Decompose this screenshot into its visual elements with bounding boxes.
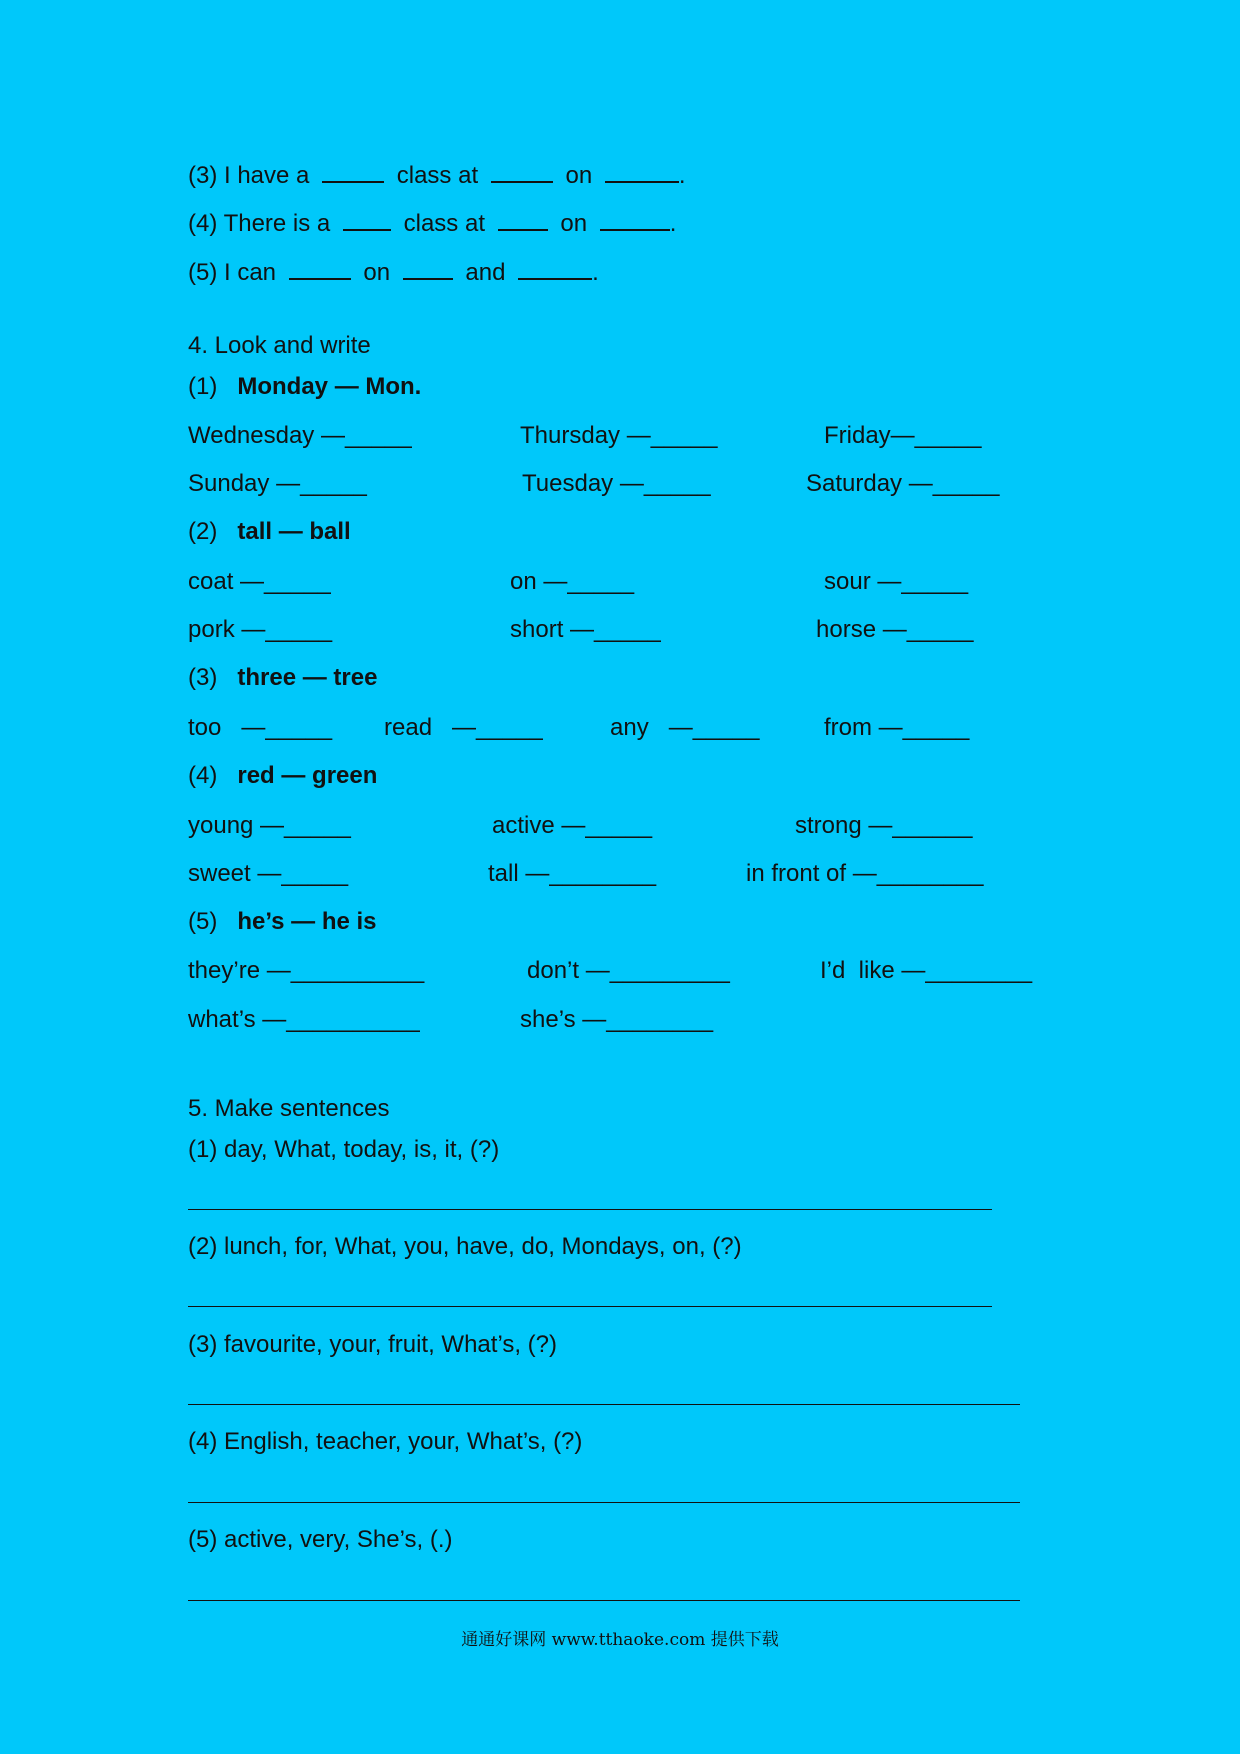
sentence-prompt: (1) day, What, today, is, it, (?) (188, 1136, 500, 1163)
word-item[interactable]: strong —______ (795, 812, 973, 839)
section-4-title: 4. Look and write (188, 332, 371, 359)
answer-line[interactable] (188, 1306, 992, 1307)
word-item[interactable]: horse —_____ (816, 616, 974, 643)
word-item[interactable]: don’t —_________ (527, 957, 730, 984)
answer-line[interactable] (188, 1502, 1020, 1503)
word-item[interactable]: Friday—_____ (824, 422, 982, 449)
word-item[interactable]: sweet —_____ (188, 860, 349, 887)
word-item[interactable]: on —_____ (510, 568, 635, 595)
word-item[interactable]: too —_____ (188, 714, 333, 741)
blank[interactable] (322, 161, 384, 183)
group-5-example: (5) he’s — he is (188, 908, 377, 935)
answer-line[interactable] (188, 1600, 1020, 1601)
sentence-prompt: (2) lunch, for, What, you, have, do, Mondays, on, (?) (188, 1233, 742, 1260)
word-item[interactable]: young —_____ (188, 812, 351, 839)
group-2-example: (2) tall — ball (188, 518, 351, 545)
blank[interactable] (343, 209, 391, 231)
word-item[interactable]: Thursday —_____ (520, 422, 718, 449)
fill-sentence-3: (3) I have a class at on . (188, 162, 686, 189)
word-item[interactable]: active —_____ (492, 812, 653, 839)
word-item[interactable]: Tuesday —_____ (522, 470, 711, 497)
blank[interactable] (289, 258, 351, 280)
blank[interactable] (491, 161, 553, 183)
word-item[interactable]: Wednesday —_____ (188, 422, 412, 449)
word-item[interactable]: in front of —________ (746, 860, 984, 887)
word-item[interactable]: pork —_____ (188, 616, 333, 643)
answer-line[interactable] (188, 1404, 1020, 1405)
sentence-prompt: (5) active, very, She’s, (.) (188, 1526, 453, 1553)
fill-sentence-4: (4) There is a class at on . (188, 210, 677, 237)
answer-line[interactable] (188, 1209, 992, 1210)
word-item[interactable]: sour —_____ (824, 568, 969, 595)
page-footer: 通通好课网 www.tthaoke.com 提供下载 (461, 1630, 779, 1650)
fill-sentence-5: (5) I can on and . (188, 259, 599, 286)
blank[interactable] (605, 161, 679, 183)
group-3-example: (3) three — tree (188, 664, 378, 691)
word-item[interactable]: what’s —__________ (188, 1006, 420, 1033)
word-item[interactable]: I’d like —________ (820, 957, 1033, 984)
group-1-example: (1) Monday — Mon. (188, 373, 422, 400)
word-item[interactable]: she’s —________ (520, 1006, 714, 1033)
word-item[interactable]: tall —________ (488, 860, 657, 887)
group-4-example: (4) red — green (188, 762, 378, 789)
section-5-title: 5. Make sentences (188, 1095, 390, 1122)
word-item[interactable]: Sunday —_____ (188, 470, 367, 497)
blank[interactable] (518, 258, 592, 280)
word-item[interactable]: any —_____ (610, 714, 760, 741)
word-item[interactable]: they’re —__________ (188, 957, 425, 984)
blank[interactable] (403, 258, 453, 280)
word-item[interactable]: coat —_____ (188, 568, 331, 595)
blank[interactable] (600, 209, 670, 231)
word-item[interactable]: short —_____ (510, 616, 661, 643)
word-item[interactable]: from —_____ (824, 714, 970, 741)
sentence-prompt: (3) favourite, your, fruit, What’s, (?) (188, 1331, 558, 1358)
word-item[interactable]: Saturday —_____ (806, 470, 1000, 497)
word-item[interactable]: read —_____ (384, 714, 543, 741)
blank[interactable] (498, 209, 548, 231)
sentence-prompt: (4) English, teacher, your, What’s, (?) (188, 1428, 583, 1455)
